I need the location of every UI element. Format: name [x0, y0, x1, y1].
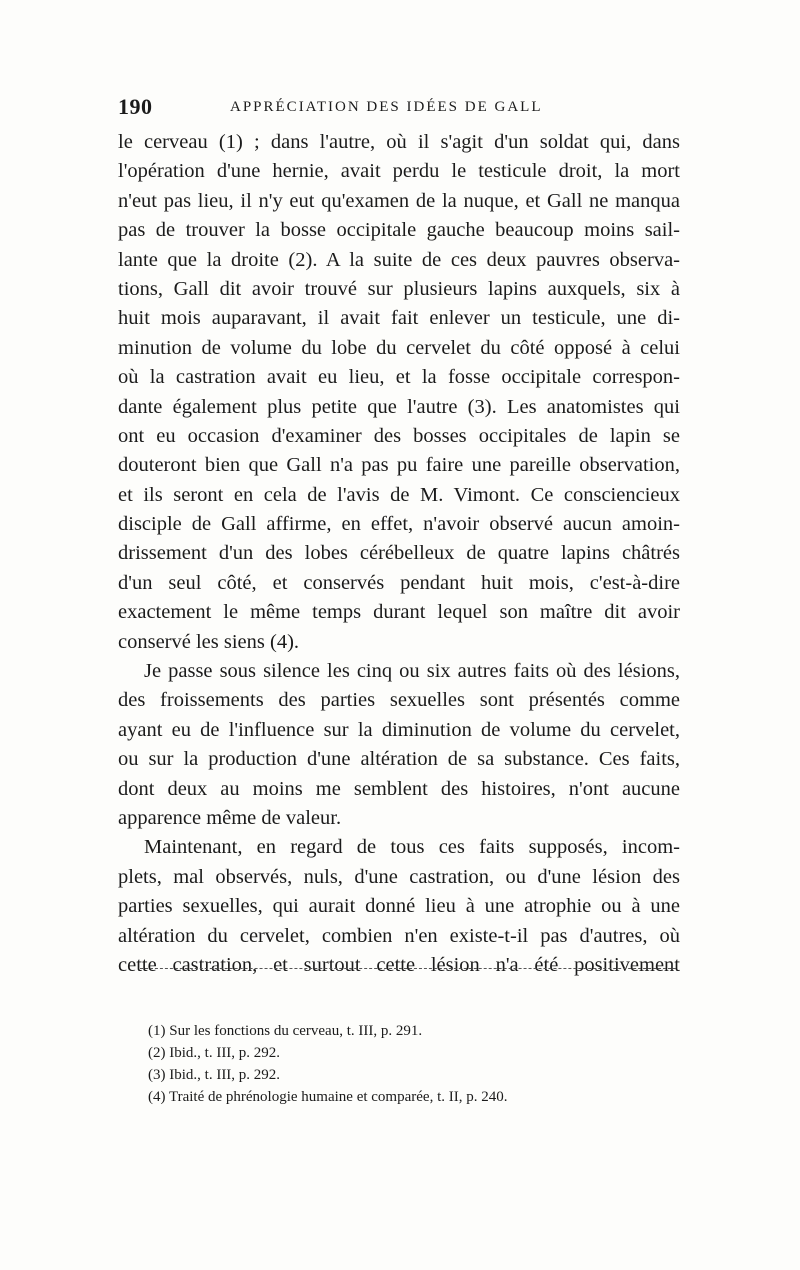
text-line: Maintenant, en regard de tous ces faits supposés, incom-	[144, 836, 680, 859]
text-line: pas de trouver la bosse occipitale gauche beaucoup moins sail-	[118, 219, 680, 242]
text-line: douteront bien que Gall n'a pas pu faire une pareille observation,	[118, 454, 680, 477]
footnote: (1) Sur les fonctions du cerveau, t. III, p. 291.	[148, 1023, 423, 1039]
paragraph	[118, 833, 680, 980]
text-line: exactement le même temps durant lequel son maître dit avoir	[118, 601, 680, 624]
text-line: tions, Gall dit avoir trouvé sur plusieurs lapins auxquels, six à	[118, 277, 680, 300]
text-line: parties sexuelles, qui aurait donné lieu à une atrophie ou à une	[118, 895, 680, 918]
paragraph	[118, 128, 680, 657]
text-line: d'un seul côté, et conservés pendant huit mois, c'est-à-dire	[118, 571, 680, 594]
body-text	[118, 128, 680, 980]
text-line: lante que la droite (2). A la suite de ces deux pauvres observa-	[118, 248, 680, 271]
text-line: minution de volume du lobe du cervelet du côté opposé à celui	[118, 336, 680, 359]
text-line: ayant eu de l'influence sur la diminution de volume du cervelet,	[118, 718, 680, 741]
text-line: des froissements des parties sexuelles sont présentés comme	[118, 689, 680, 712]
text-line: dont deux au moins me semblent des histoires, n'ont aucune	[118, 777, 680, 800]
text-line: dante également plus petite que l'autre (3). Les anatomistes qui	[118, 395, 680, 418]
text-line: Je passe sous silence les cinq ou six autres faits où des lésions,	[144, 660, 680, 683]
footnote: (3) Ibid., t. III, p. 292.	[148, 1067, 281, 1083]
footnote: (4) Traité de phrénologie humaine et comparée, t. II, p. 240.	[148, 1089, 508, 1105]
footnote: (2) Ibid., t. III, p. 292.	[148, 1045, 281, 1061]
text-line: et ils seront en cela de l'avis de M. Vimont. Ce consciencieux	[118, 483, 680, 506]
text-line: où la castration avait eu lieu, et la fosse occipitale correspon-	[118, 366, 680, 389]
text-line: l'opération d'une hernie, avait perdu le testicule droit, la mort	[118, 160, 680, 183]
text-line: ont eu occasion d'examiner des bosses occipitales de lapin se	[118, 424, 680, 447]
running-head: APPRÉCIATION DES IDÉES DE GALL	[230, 99, 543, 115]
page-number: 190	[118, 94, 153, 119]
text-line: conservé les siens (4).	[118, 630, 300, 653]
text-line: huit mois auparavant, il avait fait enlever un testicule, une di-	[118, 307, 680, 330]
text-line: n'eut pas lieu, il n'y eut qu'examen de la nuque, et Gall ne manqua	[118, 189, 680, 212]
footnote-separator	[140, 968, 676, 969]
page-header	[118, 94, 678, 122]
text-line: cette castration, et surtout cette lésion n'a été positivement	[118, 953, 680, 976]
text-line: plets, mal observés, nuls, d'une castration, ou d'une lésion des	[118, 865, 680, 888]
text-line: le cerveau (1) ; dans l'autre, où il s'agit d'un soldat qui, dans	[118, 131, 680, 153]
text-line: drissement d'un des lobes cérébelleux de quatre lapins châtrés	[118, 542, 680, 565]
text-line: altération du cervelet, combien n'en existe-t-il pas d'autres, où	[118, 924, 680, 947]
text-line: disciple de Gall affirme, en effet, n'avoir observé aucun amoin-	[118, 513, 680, 536]
text-line: ou sur la production d'une altération de sa substance. Ces faits,	[118, 748, 680, 771]
text-line: apparence même de valeur.	[118, 806, 342, 829]
paragraph	[118, 657, 680, 833]
footnotes	[148, 1020, 668, 1108]
